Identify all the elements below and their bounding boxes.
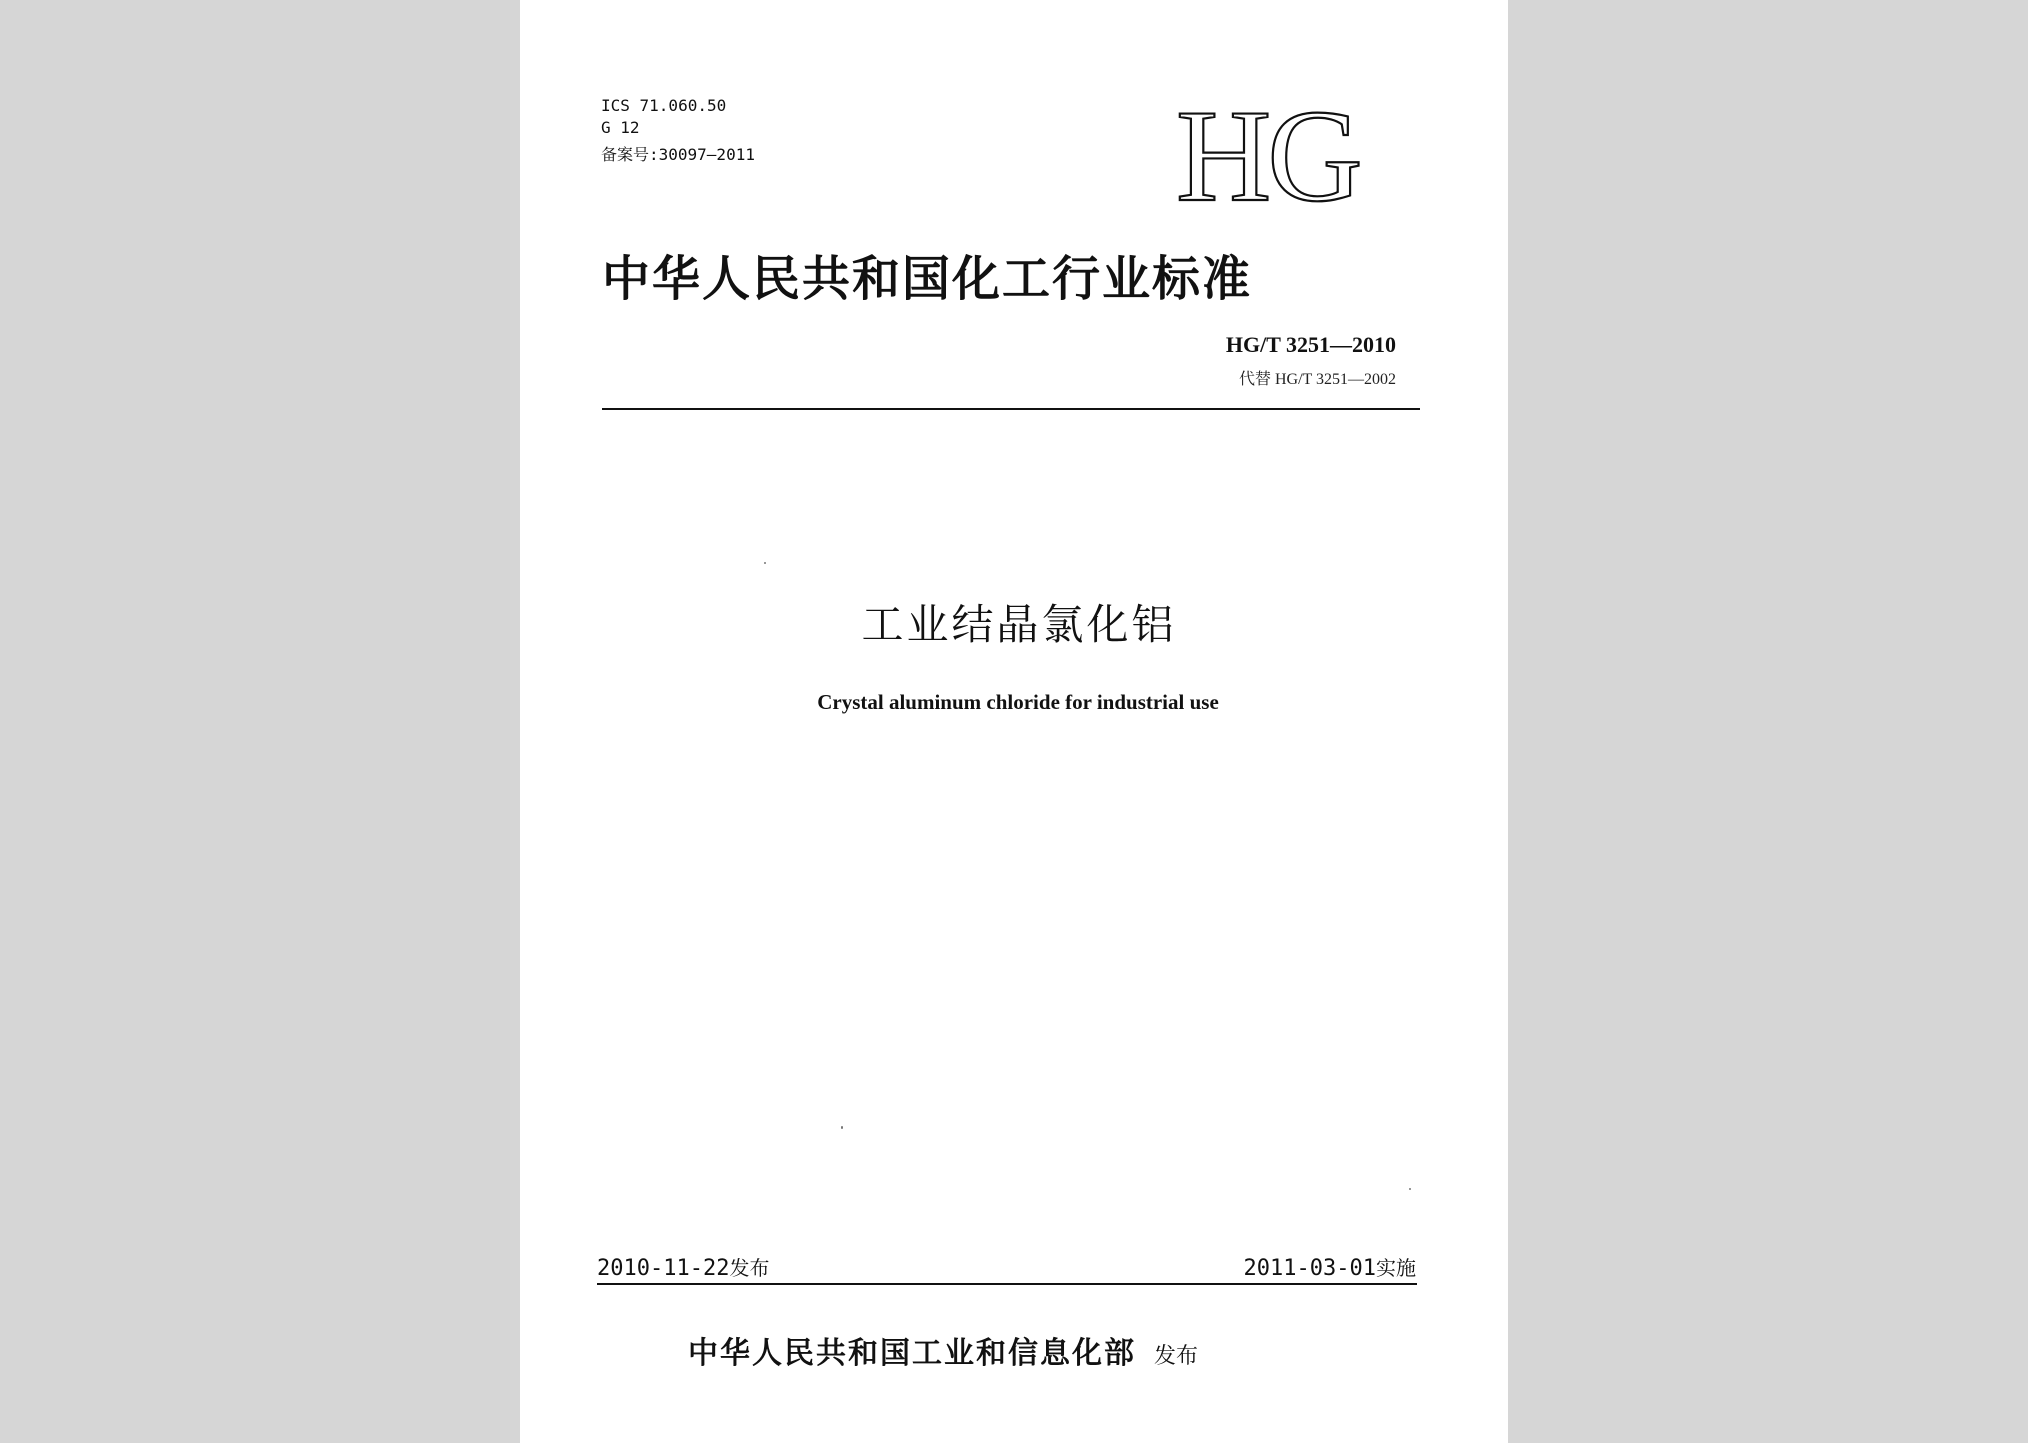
issue-date: [597, 1252, 769, 1281]
scan-speck: [841, 1126, 843, 1129]
ccs-code: G 12: [601, 118, 640, 137]
replaced-standard: 代替 HG/T 3251—2002: [1238, 371, 1396, 388]
ics-code: ICS 71.060.50: [601, 96, 727, 115]
scan-speck: [1409, 1188, 1411, 1190]
document-page: [520, 0, 1508, 1443]
publisher-name: 中华人民共和国工业和信息化部: [688, 1336, 1136, 1371]
issue-date-label: 发布: [729, 1256, 770, 1280]
implementation-date-label: 实施: [1376, 1256, 1416, 1280]
hg-logo: [1174, 84, 1404, 224]
header-divider: [602, 408, 1420, 410]
hg-logo-text: HG: [1176, 84, 1359, 224]
footer-divider: [597, 1283, 1417, 1285]
scan-speck: [764, 562, 766, 564]
document-title-english: Crystal aluminum chloride for industrial use: [817, 690, 1219, 714]
publisher: [688, 1328, 1198, 1372]
publisher-verb: 发布: [1154, 1344, 1199, 1369]
standard-category-title: 中华人民共和国化工行业标准: [602, 251, 1253, 307]
issue-date-value: 2010-11-22: [597, 1256, 730, 1281]
record-number: 备案号:30097—2011: [601, 145, 755, 164]
implementation-date-value: 2011-03-01: [1243, 1256, 1376, 1281]
document-title-chinese: 工业结晶氯化铝: [861, 600, 1177, 649]
standard-number: HG/T 3251—2010: [1225, 332, 1396, 357]
implementation-date: [1244, 1252, 1416, 1281]
